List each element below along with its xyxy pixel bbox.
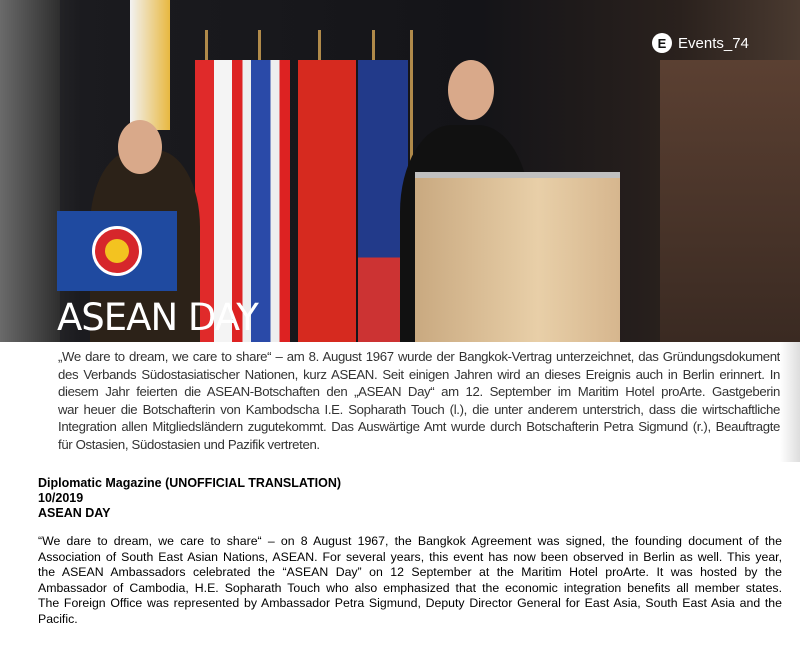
flag-vietnam: [298, 60, 356, 342]
german-line: für Ostasien, Südostasien und Pazifik vertreten.: [58, 436, 320, 452]
german-line: „We dare to dream, we care to share“ – am 8. August 1967 wurde der Bangkok-Vertrag unterzeichnet, das Gründungsdokument: [58, 349, 780, 364]
source: Diplomatic Magazine (UNOFFICIAL TRANSLATION): [38, 476, 342, 490]
german-line: des Verbands Südostasiatischer Nationen, kurz ASEAN. Seit einigen Jahren wird an dieses Ereignis auch in Berlin erinnert. In: [58, 366, 780, 382]
german-paragraph: [58, 348, 780, 454]
english-line: Pacific.: [38, 611, 78, 626]
english-line: “We dare to dream, we care to share“ – on 8 August 1967, the Bangkok Agreement was signed, the founding document of the: [38, 534, 782, 548]
english-line: The Foreign Office was represented by Ambassador Petra Sigmund, Deputy Director General for East Asia, South East Asia and the: [38, 596, 782, 611]
english-line: Association of South East Asian Nations, ASEAN. For several years, this event has now been observed in Berlin as well. This year,: [38, 549, 782, 564]
section-page: Events_74: [678, 34, 749, 52]
section-e-icon: E: [652, 33, 672, 53]
wall: [0, 0, 60, 342]
german-line: war heuer die Botschafterin von Kambodscha I.E. Sopharath Touch (l.), die unter anderem unterstrich, dass die wirtschaftliche: [58, 401, 780, 417]
translation-header: [38, 476, 341, 521]
face: [118, 120, 162, 174]
podium: [415, 172, 620, 342]
section-label: [652, 33, 749, 53]
wood-wall: [660, 60, 800, 342]
flag-brunei: [130, 0, 170, 130]
translation-title: ASEAN DAY: [38, 506, 111, 520]
german-line: diesem Jahr feierten die ASEAN-Botschaften den „ASEAN Day“ am 12. September im Maritim Hotel proArte. Gastgeberin: [58, 384, 780, 400]
english-line: Ambassador of Cambodia, H.E. Sopharath Touch who also emphasized that the economic integration benefits all member states.: [38, 580, 782, 595]
article-title: ASEAN DAY: [57, 296, 258, 339]
asean-logo: [57, 211, 177, 291]
page-curl-shadow: [780, 342, 800, 462]
issue: 10/2019: [38, 491, 84, 505]
face: [448, 60, 494, 120]
english-line: the ASEAN Ambassadors celebrated the “ASEAN Day” on 12 September at the Maritim Hotel proArte. It was hosted by the: [38, 565, 782, 580]
german-line: Integration allen Mitgliedsländern zugutekommt. Das Auswärtige Amt wurde durch Botschafterin Petra Sigmund (r.), Beauftragte: [58, 419, 780, 435]
english-paragraph: [38, 534, 782, 628]
